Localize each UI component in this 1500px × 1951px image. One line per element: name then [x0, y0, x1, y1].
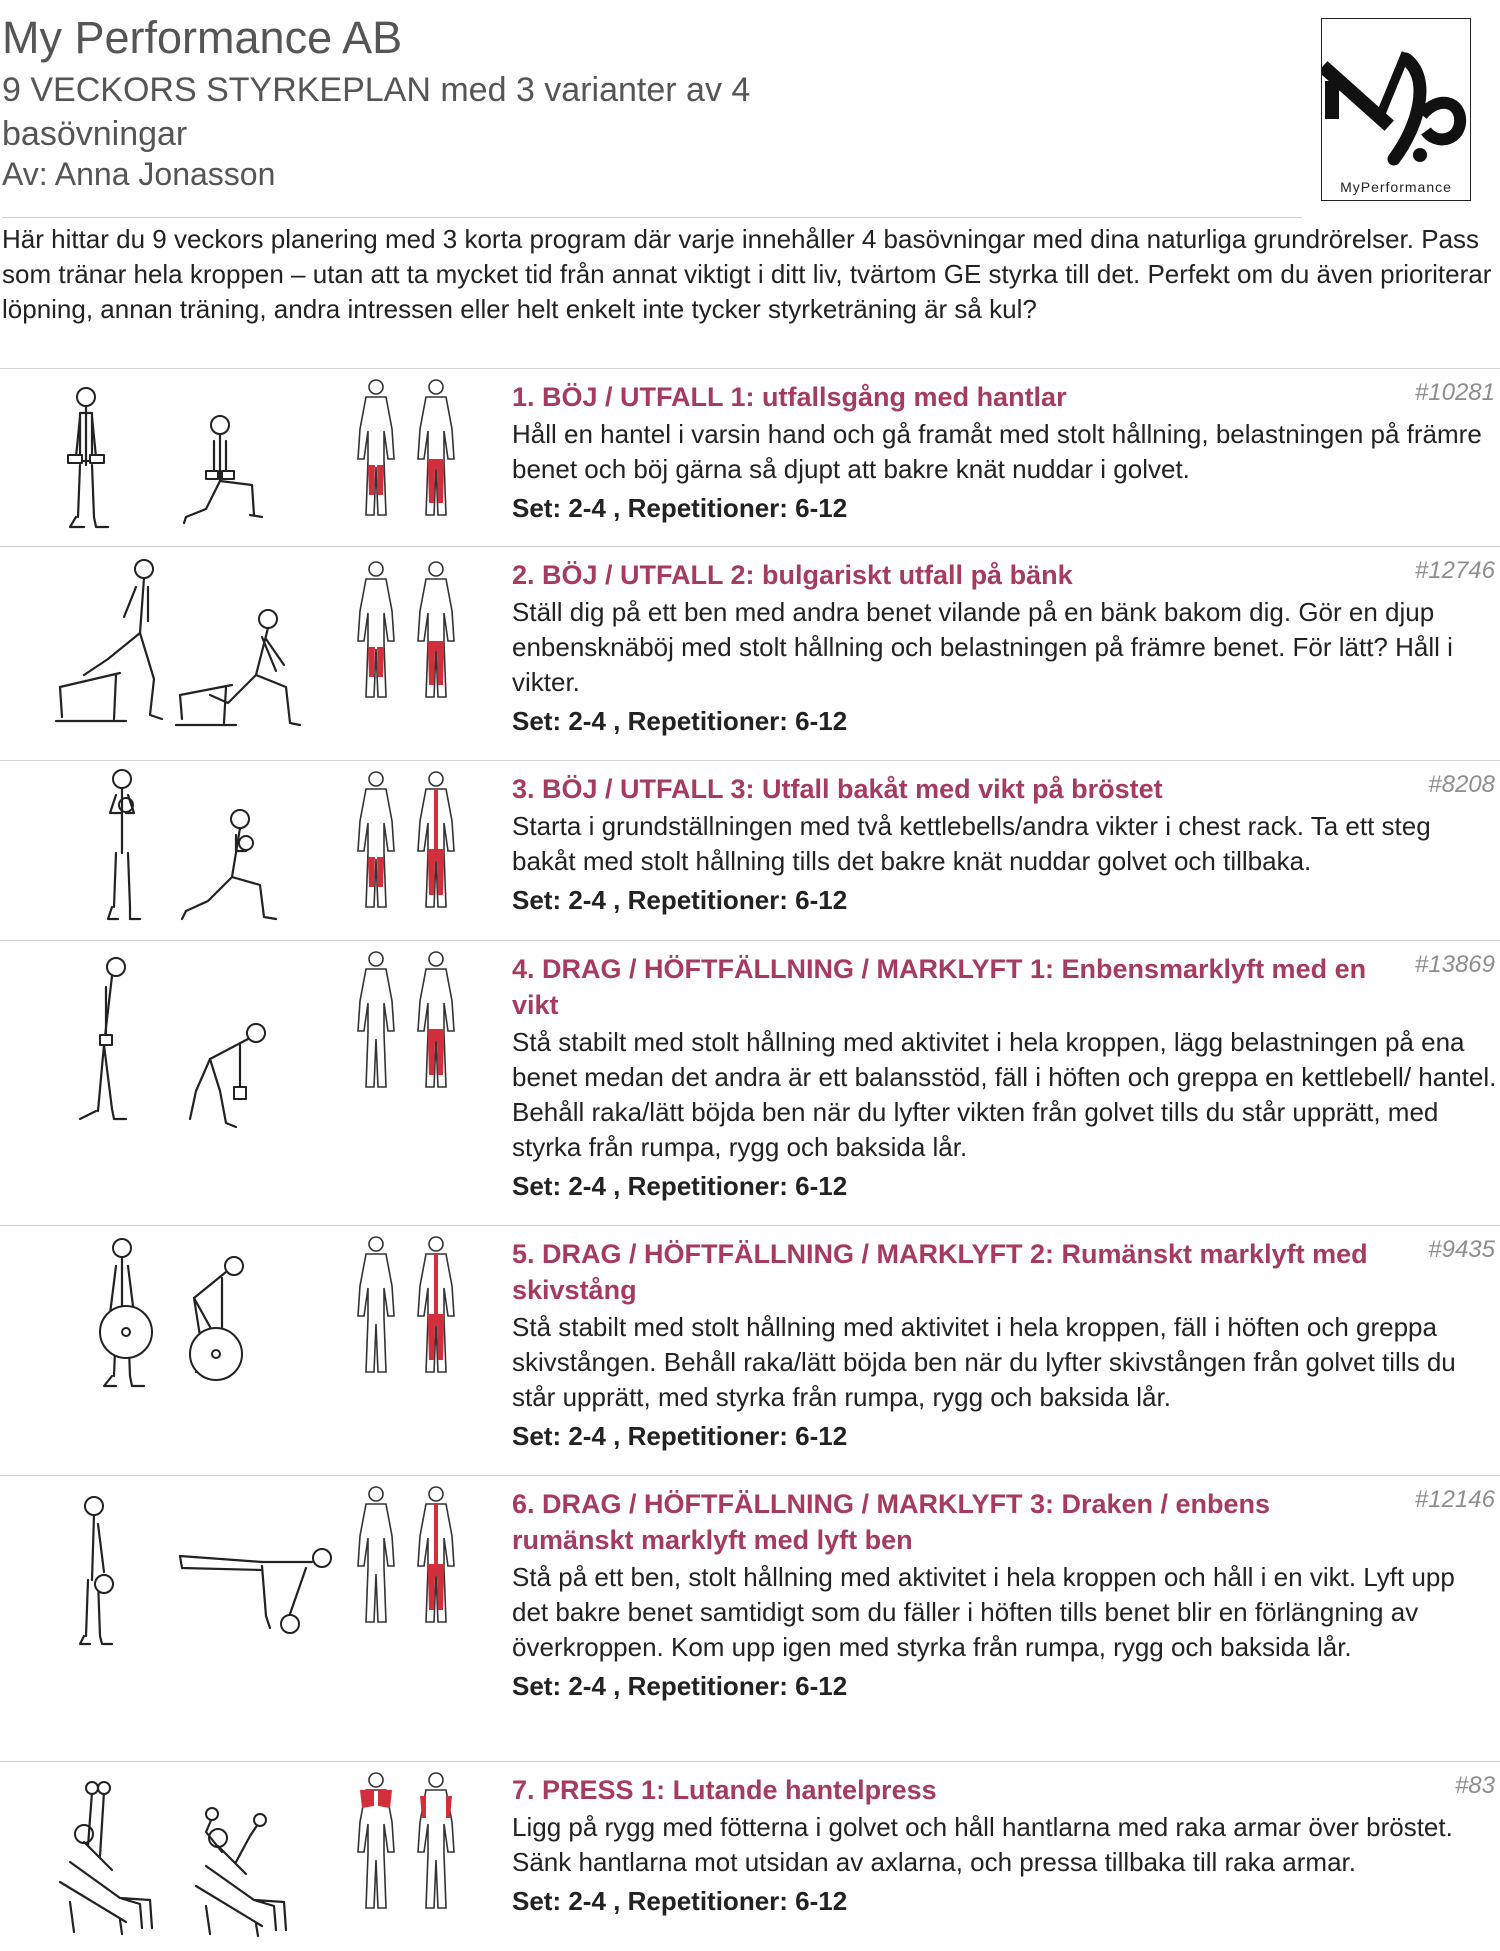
plan-title: 9 VECKORS STYRKEPLAN med 3 varianter av 4 basövningar — [2, 71, 751, 153]
lunge-figure-icon — [184, 416, 262, 523]
exercise-illustration — [0, 1762, 500, 1951]
intro-paragraph: Här hittar du 9 veckors planering med 3 korta program där varje innehåller 4 basövningar med dina naturliga grundrörelser. Pass som tränar hela kroppen – utan att ta mycket tid från annat viktigt i ditt liv, tvärtom GE styrka till det. Perfekt om du även prioriterar löpning, annan träning, andra intressen eller helt enkelt inte tycker styrketräning är så kul? — [2, 224, 1492, 324]
exercise-description: Stå stabilt med stolt hållning med aktivitet i hela kroppen, lägg belastningen på ena benet medan det andra är ett balansstöd, fäll i höften och greppa en kettlebell/ hantel. Behåll raka/lätt böjda ben när du lyfter vikten från golvet tills du står upprätt, med styrka från rumpa, rygg och baksida lår. — [512, 1027, 1497, 1162]
exercise-title: 3. BÖJ / UTFALL 3: Utfall bakåt med vikt på bröstet — [512, 774, 1163, 804]
bulgarian-split-squat-bottom-icon — [176, 610, 300, 725]
exercise-body — [512, 1310, 1497, 1454]
exercise-body — [512, 809, 1497, 918]
exercise-sets: Set: 2-4 , Repetitioner: 6-12 — [512, 493, 848, 523]
muscle-chart-icon — [358, 952, 454, 1087]
exercise-row — [0, 368, 1500, 547]
exercise-sets: Set: 2-4 , Repetitioner: 6-12 — [512, 1171, 848, 1201]
exercise-body — [512, 595, 1497, 739]
exercise-number: #83 — [1454, 1772, 1495, 1799]
reverse-lunge-icon — [182, 810, 276, 919]
incline-press-top-icon — [60, 1782, 152, 1934]
exercise-illustration — [0, 547, 500, 761]
company-name: My Performance AB — [2, 12, 403, 63]
exercise-number: #9435 — [1428, 1236, 1495, 1263]
logo-text: MyPerformance — [1340, 179, 1452, 195]
single-leg-deadlift-bottom-icon — [190, 1024, 265, 1127]
author: Av: Anna Jonasson — [2, 156, 276, 192]
exercise-description: Håll en hantel i varsin hand och gå framåt med stolt hållning, belastningen på främre benet och böj gärna så djupt att bakre knät nuddar i golvet. — [512, 419, 1482, 484]
kite-deadlift-icon — [180, 1549, 331, 1633]
exercise-description: Stå på ett ben, stolt hållning med aktivitet i hela kroppen och håll i en vikt. Lyft upp det bakre benet samtidigt som du fäller i höften tills benet blir en förlängning av överkroppen. Kom upp igen med styrka från rumpa, rygg och baksida lår. — [512, 1562, 1455, 1662]
exercise-number: #12746 — [1414, 557, 1495, 584]
barbell-deadlift-bottom-icon — [190, 1257, 243, 1380]
muscle-chart-icon — [358, 1487, 454, 1622]
muscle-chart-icon — [358, 1237, 454, 1372]
exercise-row — [0, 760, 1500, 941]
exercise-description: Ligg på rygg med fötterna i golvet och håll hantlarna med raka armar över bröstet. Sänk hantlarna mot utsidan av axlarna, och pressa tillbaka till raka armar. — [512, 1812, 1453, 1877]
exercise-row — [0, 546, 1500, 761]
exercise-sets: Set: 2-4 , Repetitioner: 6-12 — [512, 885, 848, 915]
exercise-body — [512, 1810, 1497, 1919]
header-divider — [2, 217, 1302, 218]
exercise-sets: Set: 2-4 , Repetitioner: 6-12 — [512, 1886, 848, 1916]
exercise-number: #8208 — [1428, 771, 1495, 798]
exercise-illustration — [0, 369, 500, 547]
exercise-title: 5. DRAG / HÖFTFÄLLNING / MARKLYFT 2: Rumänskt marklyft med skivstång — [512, 1239, 1368, 1305]
myperformance-logo — [1321, 18, 1471, 201]
bulgarian-split-squat-start-icon — [56, 560, 162, 721]
exercise-description: Starta i grundställningen med två kettlebells/andra vikter i chest rack. Ta ett steg bakåt med stolt hållning tills det bakre knät nuddar golvet och tillbaka. — [512, 811, 1431, 876]
exercise-sets: Set: 2-4 , Repetitioner: 6-12 — [512, 706, 848, 736]
exercise-body — [512, 417, 1497, 526]
exercise-number: #12146 — [1414, 1486, 1495, 1513]
exercise-body — [512, 1025, 1497, 1204]
muscle-chart-icon — [358, 380, 454, 515]
muscle-chart-icon — [358, 772, 454, 907]
exercise-title: 6. DRAG / HÖFTFÄLLNING / MARKLYFT 3: Draken / enbens rumänskt marklyft med lyft ben — [512, 1489, 1271, 1555]
standing-figure-icon — [68, 388, 108, 527]
exercise-sets: Set: 2-4 , Repetitioner: 6-12 — [512, 1671, 848, 1701]
exercise-title: 1. BÖJ / UTFALL 1: utfallsgång med hantlar — [512, 382, 1067, 412]
exercise-illustration — [0, 761, 500, 941]
incline-press-bottom-icon — [196, 1808, 286, 1936]
muscle-chart-icon — [358, 1773, 454, 1908]
chest-rack-standing-icon — [108, 770, 140, 919]
exercise-row — [0, 940, 1500, 1226]
logo-mark-icon — [1322, 19, 1472, 179]
exercise-title: 4. DRAG / HÖFTFÄLLNING / MARKLYFT 1: Enbensmarklyft med en vikt — [512, 954, 1367, 1020]
exercise-row — [0, 1475, 1500, 1762]
exercise-illustration — [0, 1226, 500, 1476]
exercise-number: #13869 — [1414, 951, 1495, 978]
exercise-illustration — [0, 941, 500, 1226]
exercise-title: 2. BÖJ / UTFALL 2: bulgariskt utfall på bänk — [512, 560, 1073, 590]
exercise-description: Stå stabilt med stolt hållning med aktivitet i hela kroppen, fäll i höften och greppa skivstången. Behåll raka/lätt böjda ben när du lyfter skivstången från golvet tills du står upprätt, med styrka från rumpa, rygg och baksida lår. — [512, 1312, 1456, 1412]
muscle-chart-icon — [358, 562, 454, 697]
exercise-sets: Set: 2-4 , Repetitioner: 6-12 — [512, 1421, 848, 1451]
exercise-title: 7. PRESS 1: Lutande hantelpress — [512, 1775, 937, 1805]
barbell-standing-icon — [100, 1239, 152, 1386]
exercise-description: Ställ dig på ett ben med andra benet vilande på en bänk bakom dig. Gör en djup enbensknäböj med stolt hållning och belastningen på främre benet. För lätt? Håll i vikter. — [512, 597, 1453, 697]
exercise-body — [512, 1560, 1497, 1704]
kettlebell-standing-icon — [80, 1497, 113, 1644]
exercise-row — [0, 1225, 1500, 1476]
exercise-illustration — [0, 1476, 500, 1762]
single-leg-deadlift-standing-icon — [80, 958, 126, 1119]
exercise-number: #10281 — [1414, 379, 1495, 406]
exercise-row — [0, 1761, 1500, 1951]
